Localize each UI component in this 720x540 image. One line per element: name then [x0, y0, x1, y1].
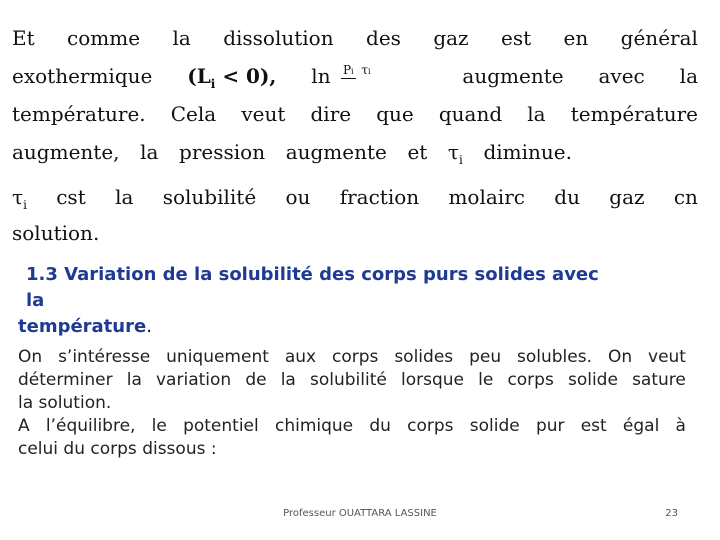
paragraph-line	[12, 140, 572, 178]
word: la	[126, 370, 142, 390]
word: gaz	[609, 185, 645, 209]
heading-line: 1.3 Variation de la solubilité des corps purs solides avec la	[26, 264, 599, 311]
word: uniquement	[166, 347, 269, 367]
word: pression	[179, 140, 266, 164]
word: aux	[284, 347, 317, 367]
word: molairc	[448, 185, 525, 209]
ln-symbol: ln	[311, 64, 331, 88]
word: la	[280, 370, 296, 390]
heading-period: .	[146, 316, 152, 337]
word: la	[172, 26, 191, 50]
word: lorsque	[400, 370, 464, 390]
word: Cela	[170, 102, 217, 126]
word: corps	[507, 370, 554, 390]
word: de	[245, 370, 267, 390]
word: que	[376, 102, 414, 126]
word: comme	[67, 26, 141, 50]
section-heading	[18, 262, 618, 340]
word: chimique	[274, 416, 354, 436]
word: peu	[469, 347, 502, 367]
body-line	[18, 392, 686, 415]
paragraph-line	[12, 185, 698, 221]
word: corps	[407, 416, 454, 436]
word: le	[478, 370, 494, 390]
word: gaz	[433, 26, 469, 50]
word: τi	[12, 185, 27, 212]
word: solide	[469, 416, 520, 436]
word: la solution.	[18, 393, 112, 413]
word: fraction	[339, 185, 420, 209]
word: On	[18, 347, 43, 367]
paragraph-line	[12, 26, 698, 64]
fraction-denominator: τi	[361, 63, 371, 77]
word: du	[554, 185, 580, 209]
word: général	[620, 26, 698, 50]
word: du	[369, 416, 391, 436]
word: égal	[622, 416, 660, 436]
word: est	[501, 26, 532, 50]
word: solubilité	[309, 370, 387, 390]
word: augmente,	[12, 140, 120, 164]
paragraph-line	[12, 64, 698, 102]
word: en	[563, 26, 589, 50]
word: est	[580, 416, 607, 436]
paragraph-dissolution	[12, 26, 698, 178]
word: à	[675, 416, 686, 436]
word: dire	[310, 102, 352, 126]
footer-author: Professeur OUATTARA LASSINE	[283, 508, 437, 519]
heading-line	[18, 314, 618, 340]
word: le	[151, 416, 167, 436]
word: variation	[156, 370, 232, 390]
fraction-numerator: Pi	[342, 63, 354, 77]
word: sature	[632, 370, 686, 390]
word: ou	[285, 185, 311, 209]
inequality: < 0),	[222, 64, 277, 88]
page-number: 23	[665, 508, 678, 519]
body-line	[18, 369, 686, 392]
subscript: i	[210, 77, 216, 91]
word: dissolution	[223, 26, 334, 50]
heading-word: température	[18, 316, 147, 337]
body-line	[18, 438, 686, 461]
word: température	[570, 102, 698, 126]
body-line	[18, 346, 686, 369]
word: exothermique	[12, 64, 153, 88]
log-fraction	[311, 64, 372, 88]
body-paragraph	[18, 346, 686, 461]
word: l’équilibre,	[45, 416, 136, 436]
word: veut	[241, 102, 286, 126]
word: et	[407, 140, 428, 164]
word: celui du corps dissous :	[18, 439, 217, 459]
word: solubilité	[162, 185, 257, 209]
word: A	[18, 416, 30, 436]
word: des	[366, 26, 401, 50]
word: température.	[12, 102, 146, 126]
word: potentiel	[183, 416, 259, 436]
word: augmente	[285, 140, 387, 164]
word: pur	[535, 416, 565, 436]
word: solide	[567, 370, 618, 390]
fraction	[341, 64, 373, 79]
word: augmente	[462, 64, 564, 88]
word: Et	[12, 26, 35, 50]
word: diminue.	[483, 140, 572, 164]
word: la	[527, 102, 546, 126]
paragraph-solubility-definition	[12, 185, 698, 257]
paragraph-line	[12, 221, 698, 257]
paragraph-line	[12, 102, 698, 140]
word: la	[140, 140, 159, 164]
word: On	[607, 347, 633, 367]
symbol-L: (L	[187, 64, 211, 88]
word: déterminer	[18, 370, 113, 390]
enthalpy-expression	[187, 64, 276, 91]
word: solution.	[12, 221, 100, 245]
body-line	[18, 415, 686, 438]
word: quand	[438, 102, 503, 126]
word: τi	[447, 140, 463, 167]
word: s’intéresse	[58, 347, 151, 367]
word: la	[679, 64, 698, 88]
word: corps	[332, 347, 379, 367]
word: veut	[648, 347, 686, 367]
word: solides	[394, 347, 454, 367]
word: solubles.	[517, 347, 593, 367]
word: cst	[56, 185, 86, 209]
word: cn	[673, 185, 698, 209]
word: la	[115, 185, 134, 209]
word: avec	[598, 64, 645, 88]
